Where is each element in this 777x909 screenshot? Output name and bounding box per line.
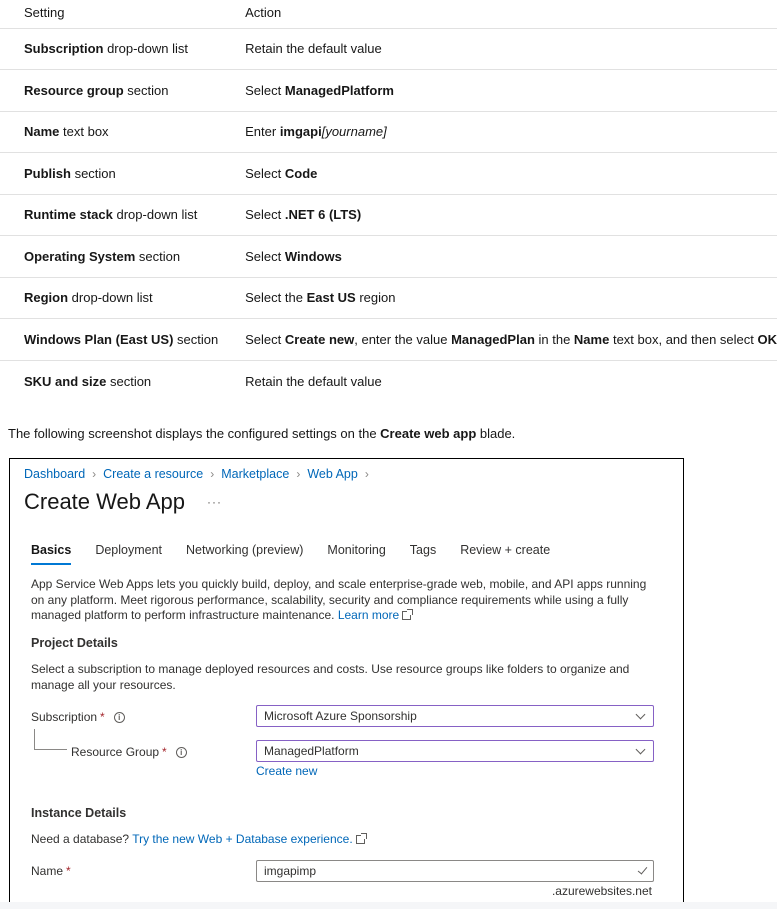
table-row bbox=[0, 319, 777, 361]
table-row bbox=[0, 236, 777, 278]
table-row bbox=[0, 153, 777, 195]
required-marker: * bbox=[162, 745, 167, 759]
project-details-heading: Project Details bbox=[31, 636, 118, 650]
required-marker: * bbox=[66, 864, 71, 878]
tree-connector-line bbox=[34, 729, 67, 750]
chevron-right-icon: › bbox=[296, 467, 301, 481]
name-label: Name * bbox=[31, 864, 71, 878]
chevron-right-icon: › bbox=[364, 467, 369, 481]
external-link-icon bbox=[402, 611, 411, 620]
tab-deployment[interactable]: Deployment bbox=[95, 543, 163, 557]
setting-cell: SKU and size section bbox=[24, 373, 152, 389]
action-cell: Select Windows bbox=[221, 236, 777, 278]
tab-networking[interactable]: Networking (preview) bbox=[186, 543, 304, 557]
name-input[interactable]: imgapimp bbox=[256, 860, 654, 882]
table-header-row bbox=[0, 0, 777, 28]
subscription-dropdown[interactable]: Microsoft Azure Sponsorship bbox=[256, 705, 654, 727]
web-database-experience-link[interactable]: Try the new Web + Database experience. bbox=[132, 832, 353, 846]
tab-review-create[interactable]: Review + create bbox=[460, 543, 551, 557]
column-header-action: Action bbox=[221, 0, 777, 28]
tab-tags[interactable]: Tags bbox=[409, 543, 437, 557]
subscription-label: Subscription * i bbox=[31, 710, 125, 724]
table-row bbox=[0, 70, 777, 112]
action-cell: Select Create new, enter the value ManagedPlan in the Name text box, and then select OK bbox=[221, 319, 777, 361]
setting-cell: Subscription drop-down list bbox=[0, 28, 221, 70]
setting-cell: Publish section bbox=[0, 153, 221, 195]
setting-cell: Runtime stack drop-down list bbox=[0, 194, 221, 236]
setting-cell: Resource group section bbox=[0, 70, 221, 112]
create-web-app-screenshot bbox=[9, 458, 684, 909]
page-bottom-strip bbox=[0, 902, 777, 909]
domain-suffix: .azurewebsites.net bbox=[551, 884, 652, 898]
instance-details-heading: Instance Details bbox=[31, 806, 127, 820]
setting-cell: Name text box bbox=[0, 111, 221, 153]
external-link-icon bbox=[356, 835, 365, 844]
required-marker: * bbox=[100, 710, 105, 724]
breadcrumb-web-app[interactable]: Web App bbox=[307, 467, 358, 481]
app-service-description: App Service Web Apps lets you quickly build, deploy, and scale enterprise-grade web, mobile, and API apps running on any platform. Meet rigorous performance, scalability, security and compliance requirements while using a fully managed platform to perform infrastructure maintenance. Learn more bbox=[31, 577, 647, 622]
setting-cell: Operating System section bbox=[0, 236, 221, 278]
action-cell: Select ManagedPlatform bbox=[221, 70, 777, 112]
tab-basics[interactable]: Basics bbox=[31, 543, 71, 565]
action-cell: Select the East US region bbox=[221, 277, 777, 319]
breadcrumb-dashboard[interactable]: Dashboard bbox=[24, 467, 86, 481]
intro-bold: Create web app bbox=[380, 426, 477, 441]
resource-group-dropdown[interactable]: ManagedPlatform bbox=[256, 740, 654, 762]
table-row bbox=[0, 28, 777, 70]
page-title: Create Web App bbox=[24, 489, 186, 514]
breadcrumb-marketplace[interactable]: Marketplace bbox=[221, 467, 290, 481]
chevron-right-icon: › bbox=[210, 467, 215, 481]
chevron-right-icon: › bbox=[92, 467, 97, 481]
table-row bbox=[0, 277, 777, 319]
tab-monitoring[interactable]: Monitoring bbox=[327, 543, 386, 557]
project-details-description: Select a subscription to manage deployed resources and costs. Use resource groups like folders to organize and manage all your resources. bbox=[31, 662, 630, 692]
more-options-icon[interactable]: ··· bbox=[207, 495, 222, 509]
table-row bbox=[0, 194, 777, 236]
breadcrumb bbox=[24, 467, 376, 481]
info-icon[interactable]: i bbox=[114, 712, 125, 723]
chevron-down-icon bbox=[636, 745, 646, 755]
action-cell: Retain the default value bbox=[221, 28, 777, 70]
breadcrumb-create-resource[interactable]: Create a resource bbox=[103, 467, 204, 481]
action-cell: Select .NET 6 (LTS) bbox=[221, 194, 777, 236]
action-cell: Enter imgapi[yourname] bbox=[221, 111, 777, 153]
setting-cell: Windows Plan (East US) section bbox=[0, 319, 221, 361]
action-cell: Select Code bbox=[221, 153, 777, 195]
column-header-setting: Setting bbox=[0, 0, 221, 28]
tab-bar bbox=[31, 543, 574, 565]
resource-group-label: Resource Group * i bbox=[71, 745, 187, 759]
table-row bbox=[0, 111, 777, 153]
create-new-resource-group-link[interactable]: Create new bbox=[256, 764, 318, 778]
intro-text: The following screenshot displays the configured settings on the Create web app blade. bbox=[8, 426, 516, 441]
action-cell: Retain the default value bbox=[245, 373, 382, 389]
learn-more-link[interactable]: Learn more bbox=[337, 608, 400, 622]
setting-cell: Region drop-down list bbox=[0, 277, 221, 319]
chevron-down-icon bbox=[636, 710, 646, 720]
table-row bbox=[0, 360, 777, 402]
settings-table bbox=[0, 0, 777, 402]
database-prompt: Need a database? Try the new Web + Database experience. bbox=[31, 832, 661, 848]
checkmark-icon bbox=[638, 864, 648, 874]
info-icon[interactable]: i bbox=[176, 747, 187, 758]
